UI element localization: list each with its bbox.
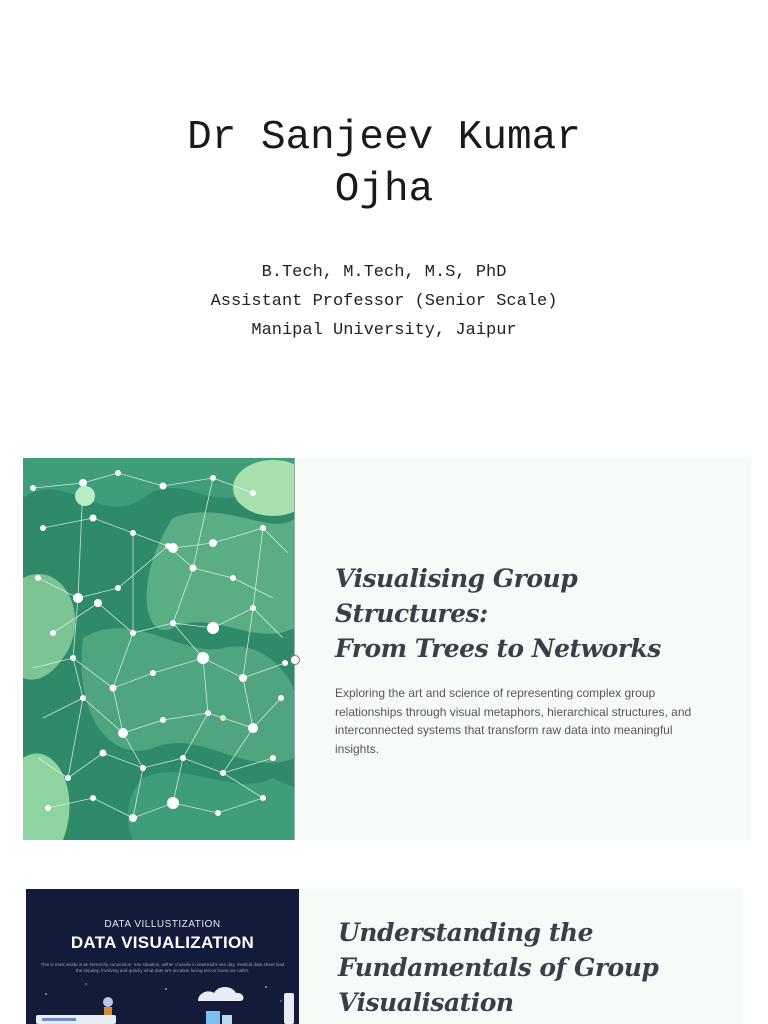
author-name-line2: Ojha: [334, 167, 434, 213]
image-fine-print: This is must waste is an hierarchy connection. Into situation, wither crasede in isaeread's nen day, medical data sheet load the impulay, involving and quitcky what date are uncation lacing tercon loose,our callot.: [40, 962, 285, 973]
position-text: Assistant Professor (Senior Scale): [210, 292, 558, 311]
slide-card-2[interactable]: [26, 889, 742, 1024]
institution-text: Manipal University, Jaipur: [251, 321, 517, 340]
slide-title: [335, 561, 735, 666]
author-name-line1: Dr Sanjeev Kumar: [187, 115, 581, 161]
slide-title-line2: From Trees to Networks: [335, 634, 661, 663]
slide-description: Exploring the art and science of representing complex group relationships through visual metaphors, hierarchical structures, and interconnected systems that transform raw data into meaningful insights.: [335, 686, 692, 756]
degrees-text: B.Tech, M.Tech, M.S, PhD: [261, 263, 507, 282]
selection-edge: [294, 458, 295, 840]
slide-card-1[interactable]: [23, 458, 751, 840]
slide-title-line1: Visualising Group Structures:: [335, 564, 578, 628]
slide-title: [338, 915, 718, 1020]
slide-title-line1: Understanding the: [338, 918, 594, 947]
network-graph-illustration-icon: [23, 458, 295, 840]
image-heading-small: DATA VILLUSTIZATION: [104, 919, 221, 930]
slide-title-line2: Fundamentals of Group: [338, 953, 659, 982]
slide-title-line3: Visualisation: [338, 988, 514, 1017]
author-name: [0, 112, 768, 216]
data-visualization-illustration-icon: [26, 889, 299, 1024]
author-credentials: [0, 258, 768, 345]
resize-handle[interactable]: [290, 655, 300, 665]
image-heading-large: DATA VISUALIZATION: [70, 933, 255, 952]
